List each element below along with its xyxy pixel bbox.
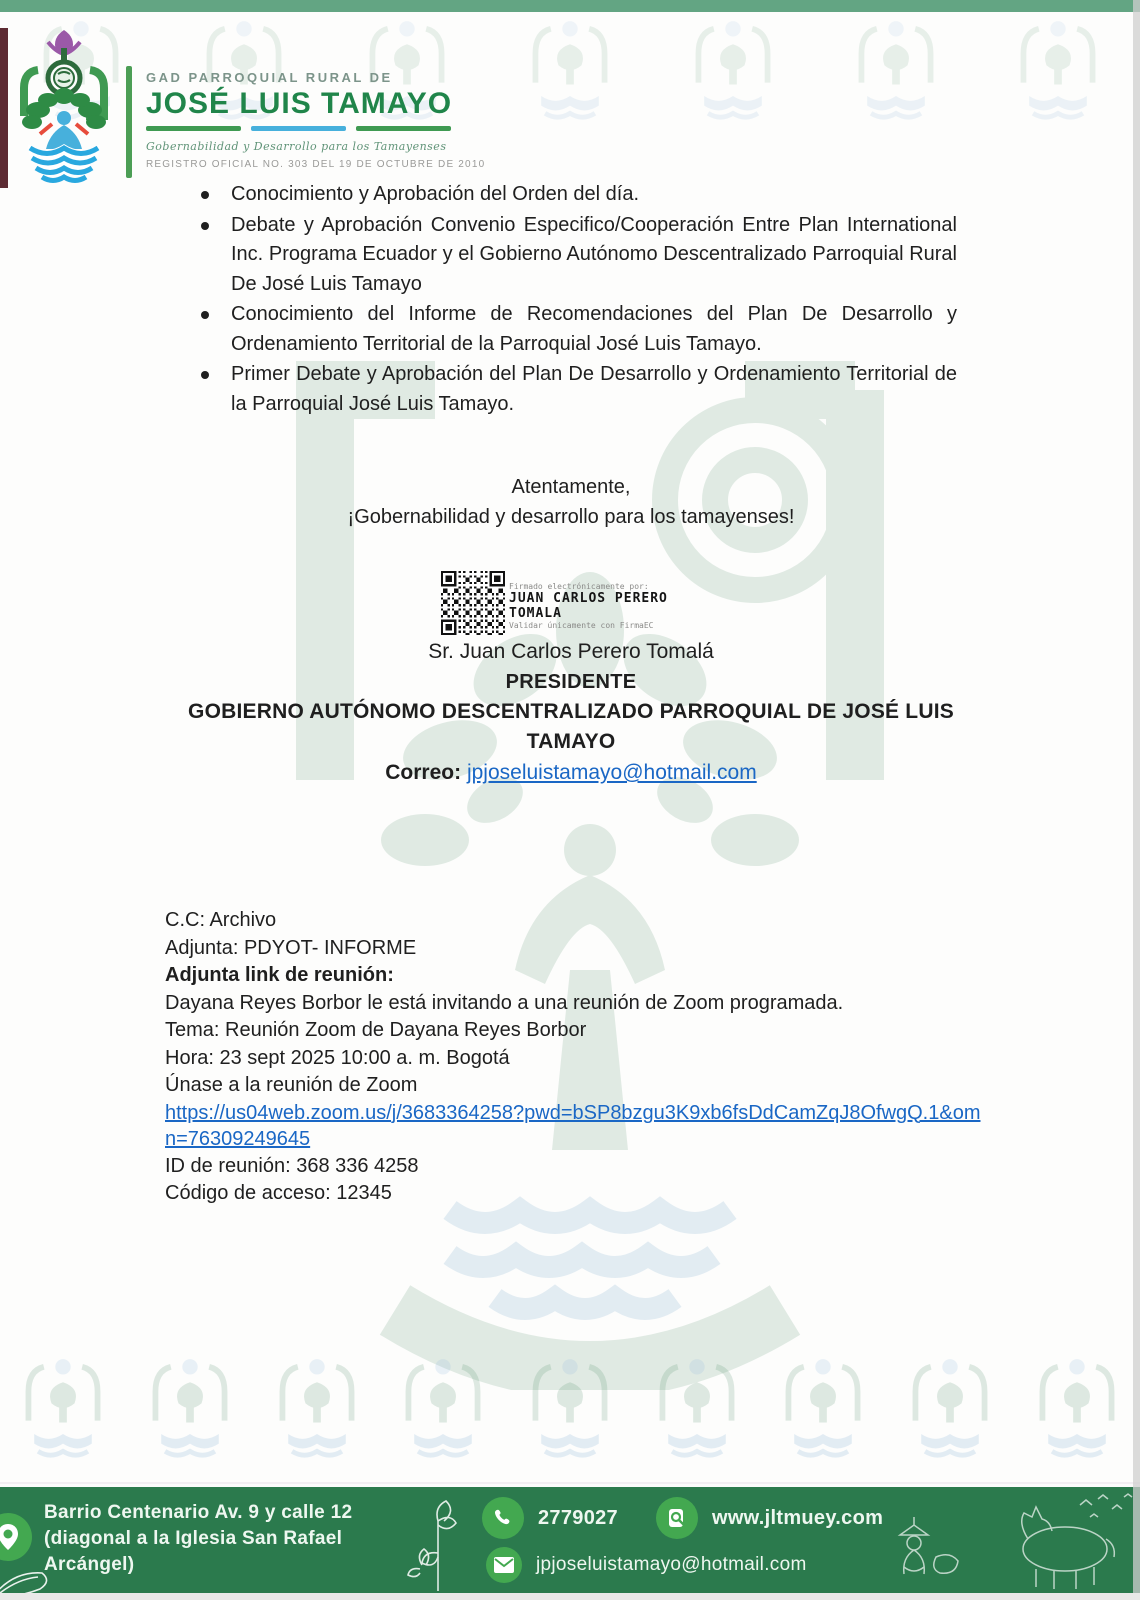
- agenda-item: Primer Debate y Aprobación del Plan De Desarrollo y Ordenamiento Territorial de la Parroquial José Luis Tamayo.: [189, 360, 957, 419]
- watermark-logo-icon: [15, 1352, 111, 1470]
- photo-edge-artifact: [1133, 0, 1140, 1600]
- attachment-line: Adjunta: PDYOT- INFORME: [165, 936, 417, 959]
- watermark-logo-icon: [649, 1352, 745, 1470]
- watermark-logo-icon: [775, 1352, 871, 1470]
- zoom-topic-line: Tema: Reunión Zoom de Dayana Reyes Borbor: [165, 1019, 587, 1041]
- top-green-bar: [0, 0, 1140, 12]
- contact-email-line: [165, 761, 977, 785]
- footer-phone: 2779027: [538, 1506, 618, 1529]
- registro-oficial: REGISTRO OFICIAL NO. 303 DEL 19 DE OCTUBRE DE 2010: [146, 159, 486, 170]
- document-body: [165, 180, 981, 1208]
- stamp-line1: Firmado electrónicamente por:: [509, 582, 649, 591]
- watermark-logo-icon: [1029, 1352, 1125, 1470]
- footer-email: jpjoseluistamayo@hotmail.com: [536, 1554, 807, 1575]
- access-code-line: Código de acceso: 12345: [165, 1182, 392, 1204]
- photo-edge-artifact: [0, 1593, 1140, 1600]
- footer: [0, 1482, 1140, 1593]
- agenda-item: Conocimiento y Aprobación del Orden del día.: [189, 180, 957, 210]
- watermark-logo-icon: [142, 1352, 238, 1470]
- watermark-logo-icon: [1010, 14, 1106, 132]
- stamp-line2: Validar únicamente con FirmaEC: [509, 621, 654, 630]
- footer-address: Barrio Centenario Av. 9 y calle 12 (diagonal a la Iglesia San Rafael Arcángel): [44, 1502, 353, 1575]
- cc-section: [165, 907, 981, 1208]
- meeting-id-line: ID de reunión: 368 336 4258: [165, 1154, 419, 1177]
- watermark-logo-icon: [522, 14, 618, 132]
- signer-name: Sr. Juan Carlos Perero Tomalá: [428, 640, 714, 663]
- watermark-logo-icon: [395, 1352, 491, 1470]
- closing-motto: ¡Gobernabilidad y desarrollo para los tamayenses!: [347, 506, 795, 528]
- header-divider: [126, 66, 132, 178]
- attachment-link-label: Adjunta link de reunión:: [165, 964, 394, 986]
- agenda-item: Debate y Aprobación Convenio Especifico/Cooperación Entre Plan International Inc. Programa Ecuador y el Gobierno Autónomo Descentralizado Parroquial Rural De José Luis Tamayo: [189, 211, 957, 300]
- signer-organization: GOBIERNO AUTÓNOMO DESCENTRALIZADO PARROQUIAL DE JOSÉ LUIS TAMAYO: [188, 700, 954, 753]
- watermark-logo-icon: [848, 14, 944, 132]
- flower-art-icon: [398, 1491, 478, 1591]
- footer-contacts: [482, 1497, 902, 1591]
- watermark-logo-icon: [685, 14, 781, 132]
- letterhead: [8, 26, 485, 184]
- qr-code: [441, 570, 505, 636]
- footer-band: [0, 1487, 1140, 1593]
- zoom-meeting-link[interactable]: https://us04web.zoom.us/j/3683364258?pwd=bSP8bzgu3K9xb6fsDdCamZqJ8OfwgQ.1&omn=76309249645: [165, 1101, 981, 1150]
- agenda-item: Conocimiento del Informe de Recomendaciones del Plan De Desarrollo y Ordenamiento Territorial de la Parroquial José Luis Tamayo.: [189, 300, 957, 359]
- website-icon: [656, 1497, 698, 1539]
- location-pin-icon: [0, 1513, 32, 1561]
- electronic-signature-stamp: [159, 570, 971, 636]
- email-label: Correo:: [385, 761, 462, 784]
- zoom-join-line: Únase a la reunión de Zoom: [165, 1074, 418, 1096]
- agenda-list: [189, 180, 957, 419]
- cc-line: C.C: Archivo: [165, 909, 277, 931]
- leaf-art-icon: [0, 1555, 62, 1593]
- zoom-invite-line: Dayana Reyes Borbor le está invitando a una reunión de Zoom programada.: [165, 991, 844, 1014]
- signer-email-link[interactable]: jpjoseluistamayo@hotmail.com: [466, 761, 757, 784]
- email-icon: [486, 1547, 522, 1583]
- photo-edge-artifact: [0, 28, 8, 188]
- watermark-logo-icon: [522, 1352, 618, 1470]
- zoom-time-line: Hora: 23 sept 2025 10:00 a. m. Bogotá: [165, 1046, 510, 1069]
- watermark-logo-icon: [269, 1352, 365, 1470]
- bottom-watermark-row: [0, 1352, 1140, 1470]
- phone-icon: [482, 1497, 524, 1539]
- org-supertitle: GAD PARROQUIAL RURAL DE: [146, 70, 393, 85]
- gad-logo-icon: [8, 26, 120, 184]
- stamp-signer-name: JUAN CARLOS PERERO TOMALA: [509, 591, 668, 621]
- signer-title: PRESIDENTE: [505, 671, 637, 693]
- org-name: JOSÉ LUIS TAMAYO: [146, 87, 453, 120]
- org-tagline: Gobernabilidad y Desarrollo para los Tamayenses: [146, 140, 447, 153]
- farmer-donkey-art: [840, 1487, 1140, 1593]
- closing-salutation: Atentamente,: [511, 476, 631, 498]
- watermark-logo-icon: [902, 1352, 998, 1470]
- footer-website: www.jltmuey.com: [711, 1506, 884, 1529]
- header-rule: [146, 126, 451, 131]
